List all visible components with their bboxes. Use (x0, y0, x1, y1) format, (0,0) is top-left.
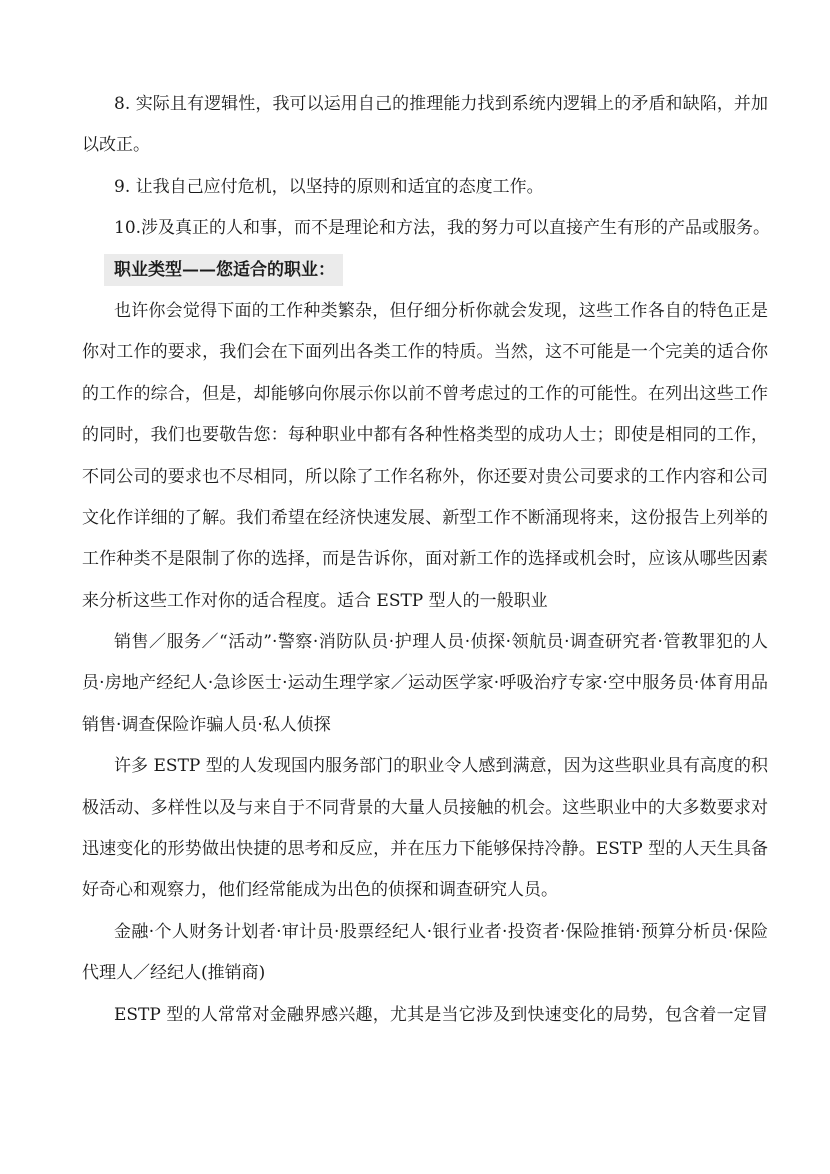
text-line: 的同时，我们也要敬告您：每种职业中都有各种性格类型的成功人士；即使是相同的工作， (82, 425, 768, 446)
section-heading (82, 250, 768, 291)
text-line: 不同公司的要求也不尽相同，所以除了工作名称外，你还要对贵公司要求的工作内容和公司 (82, 466, 768, 487)
paragraph (82, 208, 771, 249)
text-line: 的工作的综合，但是，却能够向你展示你以前不曾考虑过的工作的可能性。在列出这些工作 (82, 383, 768, 404)
text-line: 文化作详细的了解。我们希望在经济快速发展、新型工作不断涌现将来，这份报告上列举的 (82, 507, 768, 528)
text-line: ESTP 型的人常常对金融界感兴趣，尤其是当它涉及到快速变化的局势，包含着一定冒 (114, 1004, 768, 1025)
paragraph (82, 622, 768, 746)
text-line: 销售·调查保险诈骗人员·私人侦探 (82, 714, 331, 735)
text-line: 来分析这些工作对你的适合程度。适合 ESTP 型人的一般职业 (82, 590, 548, 611)
text-line: 极活动、多样性以及与来自于不同背景的大量人员接触的机会。这些职业中的大多数要求对 (82, 797, 768, 818)
text-line: 8. 实际且有逻辑性，我可以运用自己的推理能力找到系统内逻辑上的矛盾和缺陷，并加 (114, 94, 768, 114)
text-line: 员·房地产经纪人·急诊医士·运动生理学家／运动医学家·呼吸治疗专家·空中服务员·体育用品 (82, 673, 768, 694)
paragraph (82, 84, 768, 167)
paragraphs-after (82, 291, 768, 1036)
paragraph (82, 167, 768, 208)
text-line: 迅速变化的形势做出快捷的思考和反应，并在压力下能够保持冷静。ESTP 型的人天生具备 (82, 839, 768, 860)
text-line: 金融·个人财务计划者·审计员·股票经纪人·银行业者·投资者·保险推销·预算分析员·保险 (114, 921, 768, 942)
text-line: 代理人／经纪人(推销商) (82, 963, 266, 984)
text-line: 你对工作的要求，我们会在下面列出各类工作的特质。当然，这不可能是一个完美的适合你 (82, 342, 768, 363)
text-line: 以改正。 (82, 135, 150, 156)
section-heading-text: 职业类型——您适合的职业： (104, 254, 343, 286)
document-body (82, 84, 771, 1036)
text-line: 许多 ESTP 型的人发现国内服务部门的职业令人感到满意，因为这些职业具有高度的积 (114, 756, 768, 777)
paragraph (82, 912, 768, 995)
text-line: 销售／服务／“活动”·警察·消防队员·护理人员·侦探·领航员·调查研究者·管教罪犯的人 (114, 632, 768, 653)
text-line: 也许你会觉得下面的工作种类繁杂，但仔细分析你就会发现，这些工作各自的特色正是 (114, 300, 768, 321)
paragraph (82, 291, 768, 622)
text-line: 好奇心和观察力，他们经常能成为出色的侦探和调查研究人员。 (82, 880, 558, 901)
text-line: 10.涉及真正的人和事，而不是理论和方法，我的努力可以直接产生有形的产品或服务。 (114, 218, 771, 239)
text-line: 工作种类不是限制了你的选择，而是告诉你，面对新工作的选择或机会时，应该从哪些因素 (82, 549, 768, 570)
text-line: 9. 让我自己应付危机，以坚持的原则和适宜的态度工作。 (114, 176, 544, 197)
paragraphs-before (82, 84, 771, 250)
paragraph (82, 746, 768, 912)
paragraph (82, 995, 768, 1036)
